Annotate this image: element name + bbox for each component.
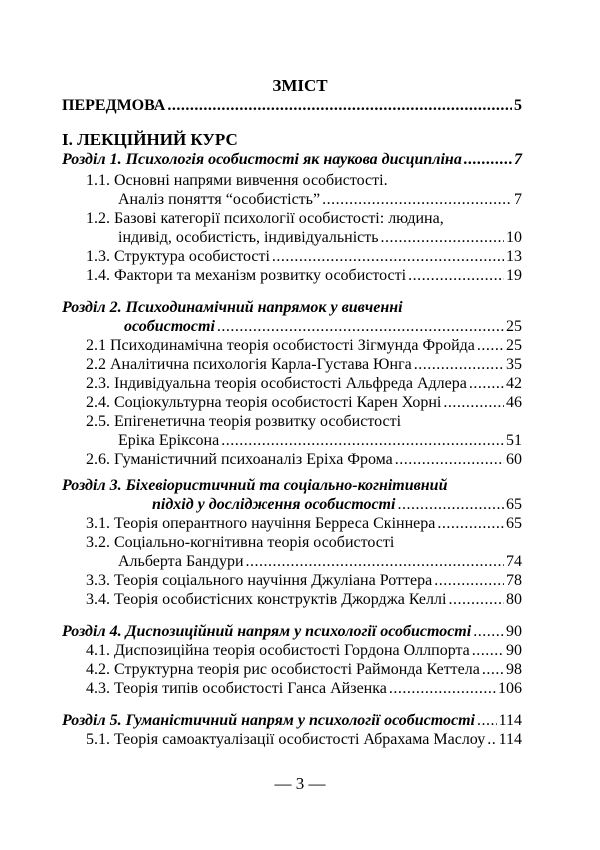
dot-leader: [448, 590, 504, 610]
toc-page-number: 46: [506, 394, 522, 411]
toc-chapter-3[interactable]: [152, 495, 522, 515]
toc-chapter-4[interactable]: [62, 622, 522, 642]
toc-entry-1-1-line1[interactable]: 1.1. Основні напрями вивчення особистості.: [86, 172, 388, 189]
toc-page-number: 25: [506, 337, 522, 354]
toc-entry-label: Аналіз поняття “особистість”: [118, 191, 321, 208]
toc-entry-label: 1.3. Структура особистості: [86, 248, 270, 265]
dot-leader: [472, 641, 504, 661]
toc-entry-1-3[interactable]: [86, 247, 522, 267]
toc-entry-3-2-line1[interactable]: 3.2. Соціально-когнітивна теорія особистості: [86, 534, 395, 551]
toc-entry-2-5[interactable]: [118, 431, 522, 451]
toc-page-number: 60: [506, 451, 522, 468]
toc-entry-label: 2.2 Аналітична психологія Карла-Густава Юнга: [86, 356, 412, 373]
toc-entry-1-2-line1[interactable]: 1.2. Базові категорії психології особистості: людина,: [86, 210, 444, 227]
toc-entry-2-1[interactable]: [86, 336, 522, 356]
dot-leader: [221, 431, 504, 451]
toc-entry-label: 2.1 Психодинамічна теорія особистості Зігмунда Фройда: [86, 337, 475, 354]
toc-entry-2-2[interactable]: [86, 355, 522, 375]
toc-entry-label: 2.6. Гуманістичний психоаналіз Еріха Фрома: [86, 451, 393, 468]
dot-leader: [434, 571, 504, 591]
toc-entry-4-3[interactable]: [86, 679, 522, 699]
dot-leader: [395, 450, 504, 470]
page-number-footer: — 3 —: [274, 774, 326, 793]
toc-entry-3-4[interactable]: [86, 590, 522, 610]
toc-page-number: 98: [506, 661, 522, 678]
toc-chapter-2[interactable]: [124, 317, 522, 337]
toc-entry-2-3[interactable]: [86, 374, 522, 394]
toc-entry-label: 2.4. Соціокультурна теорія особистості Карен Хорні: [86, 394, 442, 411]
section-title: І. ЛЕКЦІЙНИЙ КУРС: [62, 130, 238, 149]
toc-chapter-5[interactable]: [62, 711, 522, 731]
toc-page-number: 7: [514, 191, 522, 208]
dot-leader: [487, 730, 496, 750]
dot-leader: [464, 150, 512, 170]
dot-leader: [477, 711, 497, 731]
toc-chapter-title: Розділ 5. Гуманістичний напрям у психології особистості: [62, 712, 475, 729]
page-title: ЗМІСТ: [272, 76, 328, 95]
toc-entry-label: 3.1. Теорія оперантного научіння Берреса Скіннера: [86, 515, 436, 532]
toc-chapter-3-line1[interactable]: Розділ 3. Біхевіористичний та соціально-когнітивний: [62, 477, 448, 494]
toc-page-number: 114: [498, 712, 522, 729]
dot-leader: [443, 393, 504, 413]
toc-page-number: 42: [506, 375, 522, 392]
toc-chapter-1[interactable]: [62, 150, 522, 170]
toc-entry-3-1[interactable]: [86, 514, 522, 534]
toc-entry-label: Еріка Еріксона: [118, 432, 220, 449]
toc-page-number: 78: [506, 572, 522, 589]
toc-entry-label: Альберта Бандури: [118, 553, 244, 570]
toc-chapter-title: особистості: [124, 318, 215, 335]
toc-entry-3-3[interactable]: [86, 571, 522, 591]
dot-leader: [477, 336, 504, 356]
toc-page-number: 65: [506, 515, 522, 532]
toc-entry-2-4[interactable]: [86, 393, 522, 413]
toc-entry-2-5-line1[interactable]: 2.5. Епігенетична теорія розвитку особистості: [86, 413, 402, 430]
toc-entry-label: 4.2. Структурна теорія рис особистості Раймонда Кеттела: [86, 661, 480, 678]
toc-entry-1-2[interactable]: [118, 228, 522, 248]
toc-chapter-title: підхід у дослідження особистості: [152, 496, 396, 513]
dot-leader: [272, 247, 504, 267]
toc-page-number: 65: [506, 496, 522, 513]
toc-page-number: 51: [506, 432, 522, 449]
toc-page-number: 80: [506, 591, 522, 608]
toc-chapter-title: Розділ 1. Психологія особистості як наукова дисципліна: [62, 151, 462, 168]
toc-page-number: 19: [506, 267, 522, 284]
toc-page-number: 90: [506, 623, 522, 640]
toc-entry-label: 3.4. Теорія особистісних конструктів Джорджа Келлі: [86, 591, 447, 608]
dot-leader: [167, 96, 512, 116]
toc-entry-preface[interactable]: [62, 96, 522, 116]
toc-entry-1-1[interactable]: [118, 190, 522, 210]
toc-page-number: 13: [506, 248, 522, 265]
toc-page-number: 7: [514, 151, 522, 168]
toc-entry-label: 2.3. Індивідуальна теорія особистості Альфреда Адлера: [86, 375, 467, 392]
toc-page-number: 74: [506, 553, 522, 570]
toc-chapter-2-line1[interactable]: Розділ 2. Психодинамічний напрямок у вивченні: [62, 299, 403, 316]
dot-leader: [322, 190, 512, 210]
toc-entry-1-4[interactable]: [86, 266, 522, 286]
dot-leader: [473, 622, 504, 642]
toc-page-number: 114: [498, 731, 522, 748]
dot-leader: [246, 552, 505, 572]
toc-entry-label: 5.1. Теорія самоактуалізації особистості Абрахама Маслоу: [86, 731, 486, 748]
dot-leader: [482, 660, 504, 680]
dot-leader: [397, 495, 504, 515]
toc-entry-label: ПЕРЕДМОВА: [62, 97, 166, 114]
toc-entry-4-2[interactable]: [86, 660, 522, 680]
toc-page-number: 25: [506, 318, 522, 335]
toc-chapter-title: Розділ 4. Диспозиційний напрям у психології особистості: [62, 623, 472, 640]
toc-page-number: 90: [506, 642, 522, 659]
toc-entry-label: 3.3. Теорія соціального научіння Джуліана Роттера: [86, 572, 433, 589]
toc-entry-5-1[interactable]: [86, 730, 522, 750]
toc-page-number: 35: [506, 356, 522, 373]
dot-leader: [217, 317, 504, 337]
toc-entry-label: 1.4. Фактори та механізм розвитку особистості: [86, 267, 407, 284]
toc-entry-label: індивід, особистість, індивідуальність: [118, 229, 379, 246]
dot-leader: [408, 266, 504, 286]
toc-page-number: 10: [506, 229, 522, 246]
toc-entry-2-6[interactable]: [86, 450, 522, 470]
toc-entry-3-2[interactable]: [118, 552, 522, 572]
toc-entry-label: 4.3. Теорія типів особистості Ганса Айзенка: [86, 680, 387, 697]
dot-leader: [437, 514, 504, 534]
dot-leader: [469, 374, 504, 394]
toc-entry-4-1[interactable]: [86, 641, 522, 661]
toc-entry-label: 4.1. Диспозиційна теорія особистості Гордона Оллпорта: [86, 642, 470, 659]
toc-page-number: 106: [498, 680, 522, 697]
dot-leader: [381, 228, 504, 248]
dot-leader: [389, 679, 496, 699]
dot-leader: [414, 355, 504, 375]
toc-page-number: 5: [514, 97, 522, 114]
